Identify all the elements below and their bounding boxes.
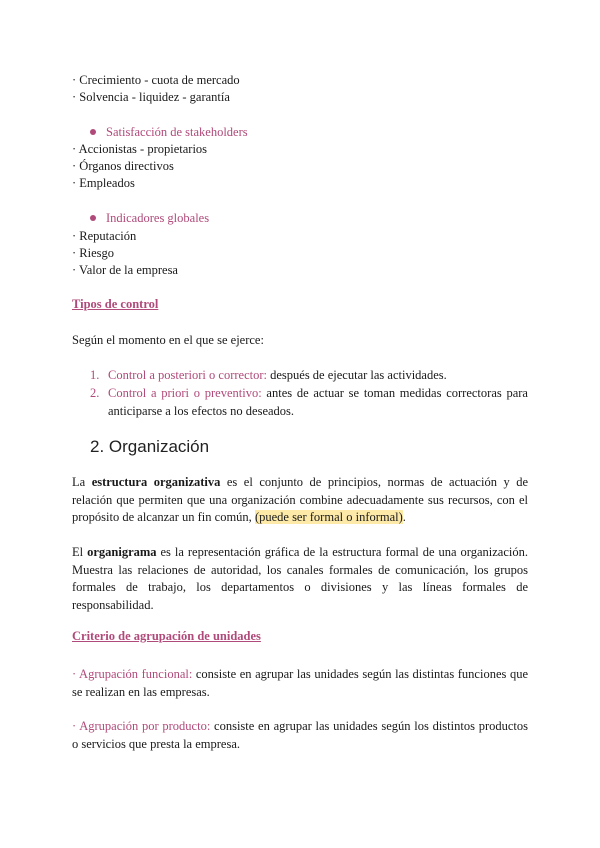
bullet-heading [90,210,209,227]
item-term: Control a priori o preventivo: [108,386,262,400]
item-desc: consiste en agrupar las unidades según los distintos productos o servicios que presta la empresa. [72,719,528,751]
control-item-2 [90,385,528,420]
item-term: · Agrupación por producto: [72,719,211,733]
criterio-heading: Criterio de agrupación de unidades [72,629,261,643]
text: El [72,545,88,559]
paragraph-organigrama [72,544,528,614]
list-item: · Crecimiento - cuota de mercado [72,73,240,87]
bullet-label: Satisfacción de stakeholders [106,125,248,139]
text: La [72,475,92,489]
item-number: 2. [90,386,100,400]
agrupacion-producto [72,718,528,753]
bold-term: estructura organizativa [91,475,221,489]
bullet-dot-icon [90,215,96,221]
list-item: · Reputación [72,229,137,243]
tipos-de-control-heading: Tipos de control [72,297,159,311]
list-item: · Valor de la empresa [72,263,178,277]
highlighted-text: (puede ser formal o informal) [254,510,403,524]
text: es el conjunto de principios, normas de actuación y de relación que permiten que una organización combine adecuadamente sus recursos, con el propósito de alcanzar un fin común, [72,475,528,524]
list-item: · Empleados [72,176,135,190]
bullet-label: Indicadores globales [106,211,210,225]
section-title [90,437,209,457]
bullet-heading [90,124,248,141]
text: es la representación gráfica de la estructura formal de una organización. Muestra las relaciones de autoridad, los canales formales de comunicación, los grupos formales de trabajo, los departamentos o divisiones y las líneas formales de responsabilidad. [72,545,529,612]
control-item-1 [90,367,528,385]
list-item: · Riesgo [72,246,115,260]
bold-term: organigrama [87,545,157,559]
agrupacion-funcional [72,666,528,701]
item-desc: antes de actuar se toman medidas correctoras para anticiparse a los efectos no deseados. [108,386,528,418]
list-item: · Solvencia - liquidez - garantía [72,90,230,104]
paragraph-estructura [72,474,528,527]
section-number: 2. [90,437,105,456]
bullet-dot-icon [90,129,96,135]
item-number: 1. [90,368,100,382]
item-term: · Agrupación funcional: [72,667,193,681]
section-name: Organización [108,437,210,456]
list-item: · Accionistas - propietarios [72,142,208,156]
item-term: Control a posteriori o corrector: [108,368,267,382]
list-item: · Órganos directivos [72,159,174,173]
text: . [402,510,406,524]
item-desc: consiste en agrupar las unidades según las distintas funciones que se realizan en las empresas. [72,667,528,699]
segun-text: Según el momento en el que se ejerce: [72,333,264,347]
item-desc: después de ejecutar las actividades. [266,368,447,382]
